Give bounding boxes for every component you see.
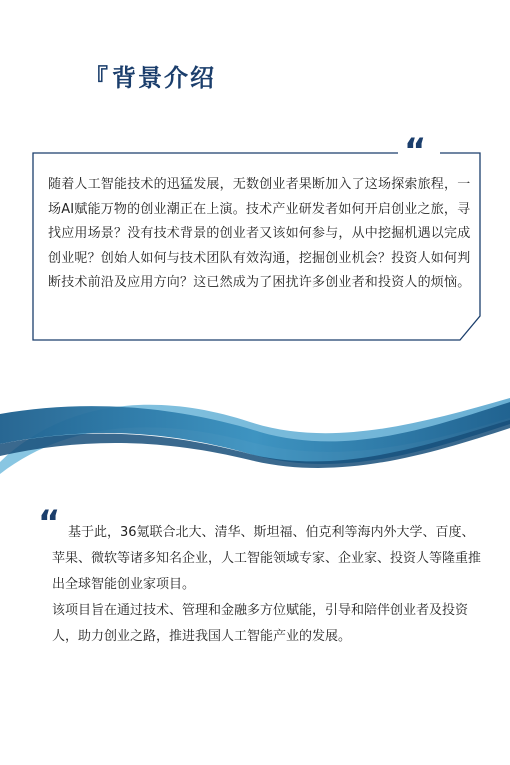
title-bracket-mark: 『 [84,64,110,92]
body-section [52,520,482,650]
quote-mark-icon: “ [404,131,427,171]
body-paragraph-2: 该项目旨在通过技术、管理和金融多方位赋能，引导和陪伴创业者及投资人，助力创业之路，推进我国人工智能产业的发展。 [52,603,469,644]
body-paragraph-1: 基于此，36氪联合北大、清华、斯坦福、伯克利等海内外大学、百度、苹果、微软等诸多知名企业，人工智能领域专家、企业家、投资人等隆重推出全球智能创业家项目。 [52,525,482,592]
quote-mark-icon: “ [38,503,61,543]
title-text: 背景介绍 [112,64,216,92]
decorative-wave [0,384,510,474]
intro-paragraph: 随着人工智能技术的迅猛发展，无数创业者果断加入了这场探索旅程，一场AI赋能万物的创业潮正在上演。技术产业研发者如何开启创业之旅，寻找应用场景？没有技术背景的创业者又该如何参与，从中挖掘机遇以完成创业呢？创始人如何与技术团队有效沟通，挖掘创业机会？投资人如何判断技术前沿及应用方向？这已然成为了困扰许多创业者和投资人的烦恼。 [48,177,471,290]
